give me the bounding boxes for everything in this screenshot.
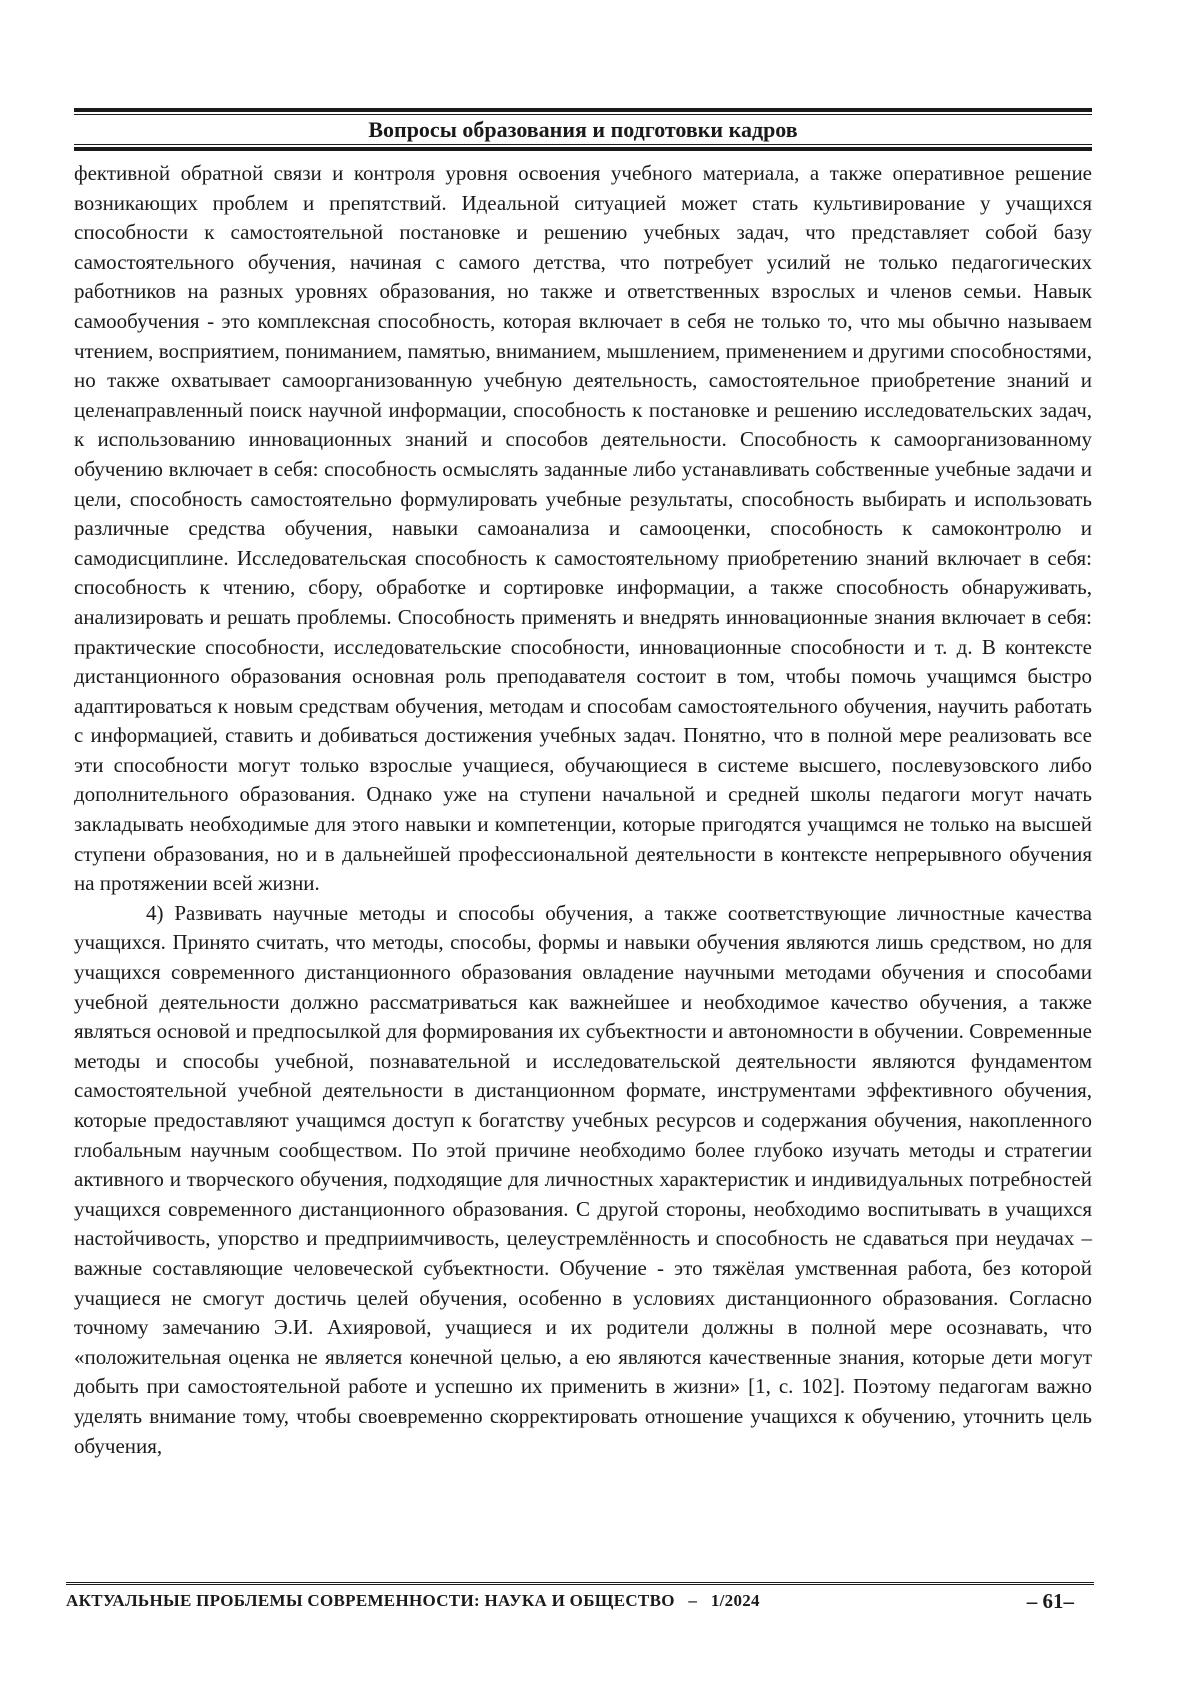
article-body [74,159,1092,1461]
body-paragraph: 4) Развивать научные методы и способы обучения, а также соответствующие личностные качества учащихся. Принято считать, что методы, способы, формы и навыки обучения являются лишь средством, но для учащихся современного дистанционного образования овладение научными методами обучения и способами учебной деятельности должно рассматриваться как важнейшее и необходимое качество обучения, а также являться основой и предпосылкой для формирования их субъектности и автономности в обучении. Современные методы и способы учебной, познавательной и исследовательской деятельности являются фундаментом самостоятельной учебной деятельности в дистанционном формате, инструментами эффективного обучения, которые предоставляют учащимся доступ к богатству учебных ресурсов и содержания обучения, накопленного глобальным научным сообществом. По этой причине необходимо более глубоко изучать методы и стратегии активного и творческого обучения, подходящие для личностных характеристик и индивидуальных потребностей учащихся современного дистанционного образования. С другой стороны, необходимо воспитывать в учащихся настойчивость, упорство и предприимчивость, целеустремлённость и способность не сдаваться при неудачах – важные составляющие человеческой субъектности. Обучение - это тяжёлая умственная работа, без которой учащиеся не смогут достичь целей обучения, особенно в условиях дистанционного образования. Согласно точному замечанию Э.И. Ахияровой, учащиеся и их родители должны в полной мере осознавать, что «положительная оценка не является конечной целью, а ею являются качественные знания, которые дети могут добыть при самостоятельной работе и успешно их применить в жизни» [1, с. 102]. Поэтому педагогам важно уделять внимание тому, чтобы своевременно скорректировать отношение учащихся к обучению, уточнить цель обучения, [74,900,1092,1458]
running-header [74,108,1092,151]
header-bottom-thin-rule [74,144,1092,145]
footer-row [66,1591,1094,1621]
running-footer [66,1582,1094,1621]
header-bottom-rule [74,147,1092,151]
journal-title: АКТУАЛЬНЫЕ ПРОБЛЕМЫ СОВРЕМЕННОСТИ: НАУКА И ОБЩЕСТВО – 1/2024 [66,1591,760,1610]
page [74,108,1092,1461]
section-title: Вопросы образования и подготовки кадров [368,117,798,142]
page-number: – 61– [1026,1589,1074,1613]
footer-rule [66,1582,1094,1585]
header-top-rule [74,108,1092,112]
body-paragraph: фективной обратной связи и контроля уровня освоения учебного материала, а также оперативное решение возникающих проблем и препятствий. Идеальной ситуацией может стать культивирование у учащихся способности к самостоятельной постановке и решению учебных задач, что представляет собой базу самостоятельного обучения, начиная с самого детства, что потребует усилий не только педагогических работников на разных уровнях образования, но также и ответственных взрослых и членов семьи. Навык самообучения - это комплексная способность, которая включает в себя не только то, что мы обычно называем чтением, восприятием, пониманием, памятью, вниманием, мышлением, применением и другими способностями, но также охватывает самоорганизованную учебную деятельность, самостоятельное приобретение знаний и целенаправленный поиск научной информации, способность к постановке и решению исследовательских задач, к использованию инновационных знаний и способов деятельности. Способность к самоорганизованному обучению включает в себя: способность осмыслять заданные либо устанавливать собственные учебные задачи и цели, способность самостоятельно формулировать учебные результаты, способность выбирать и использовать различные средства обучения, навыки самоанализа и самооценки, способность к самоконтролю и самодисциплине. Исследовательская способность к самостоятельному приобретению знаний включает в себя: способность к чтению, сбору, обработке и сортировке информации, а также способность обнаруживать, анализировать и решать проблемы. Способность применять и внедрять инновационные знания включает в себя: практические способности, исследовательские способности, инновационные способности и т. д. В контексте дистанционного образования основная роль преподавателя состоит в том, чтобы помочь учащимся быстро адаптироваться к новым средствам обучения, методам и способам самостоятельного обучения, научить работать с информацией, ставить и добиваться достижения учебных задач. Понятно, что в полной мере реализовать все эти способности могут только взрослые учащиеся, обучающиеся в системе высшего, послевузовского либо дополнительного образования. Однако уже на ступени начальной и средней школы педагоги могут начать закладывать необходимые для этого навыки и компетенции, которые пригодятся учащимся не только на высшей ступени образования, но и в дальнейшей профессиональной деятельности в контексте непрерывного обучения на протяжении всей жизни. [74,161,1092,896]
